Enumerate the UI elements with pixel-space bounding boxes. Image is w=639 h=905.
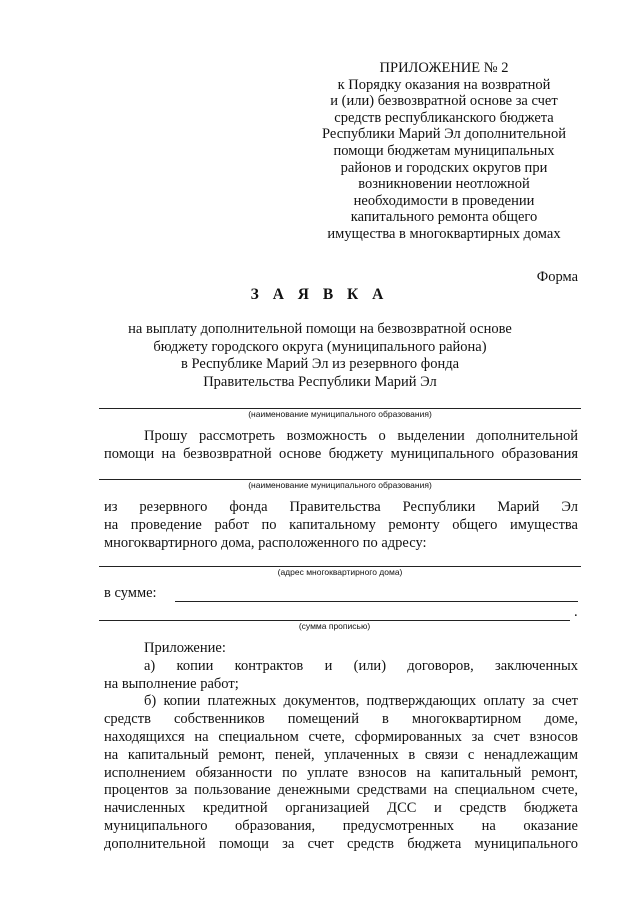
attachment-b-line: находящихся на специальном счете, сформированных за счет взносов xyxy=(104,728,578,745)
attachment-b-line: процентов за пользование денежными средствами на специальном счете, xyxy=(104,782,578,799)
attachment-b-line: дополнительной помощи за счет средств бюджета муниципального xyxy=(104,835,578,852)
sum-words-caption: (сумма прописью) xyxy=(298,621,371,631)
appendix-line: возникновении неотложной xyxy=(358,176,530,193)
document-title: З А Я В К А xyxy=(250,286,389,303)
attachments-heading: Приложение: xyxy=(144,640,226,656)
attachment-b-line: муниципального образования, предусмотренных на оказание xyxy=(104,817,578,834)
appendix-line: помощи бюджетам муниципальных xyxy=(333,142,555,159)
attachments-section xyxy=(104,640,578,854)
subtitle-line: бюджету городского округа (муниципального района) xyxy=(153,338,487,355)
subtitle-line: в Республике Марий Эл из резервного фонда xyxy=(180,356,460,372)
attachment-b-line: средств собственников помещений в многоквартирном доме, xyxy=(104,711,578,728)
fund-line: из резервного фонда Правительства Республики Марий Эл xyxy=(104,499,578,515)
attachment-b-line: начисленных кредитной организацией ДСС и средств бюджета xyxy=(104,800,578,817)
attachment-a-line: а) копии контрактов и (или) договоров, заключенных xyxy=(144,657,578,674)
fund-line: многоквартирного дома, расположенного по адресу: xyxy=(104,534,427,551)
appendix-line: имущества в многоквартирных домах xyxy=(327,225,561,242)
attachment-b-line: исполнением обязанности по уплате взносов на капитальный ремонт, xyxy=(104,764,578,781)
appendix-title: ПРИЛОЖЕНИЕ № 2 xyxy=(379,60,509,76)
address-caption: (адрес многоквартирного дома) xyxy=(277,567,403,577)
request-line: Прошу рассмотреть возможность о выделении дополнительной xyxy=(144,428,578,444)
appendix-line: необходимости в проведении xyxy=(353,192,535,209)
appendix-line: районов и городских округов при xyxy=(340,159,548,176)
attachment-b-line: б) копии платежных документов, подтверждающих оплату за счет xyxy=(144,693,578,710)
sum-label: в сумме: xyxy=(104,585,157,601)
request-paragraph xyxy=(104,428,578,464)
fund-paragraph xyxy=(104,499,578,552)
subtitle-line: на выплату дополнительной помощи на безвозвратной основе xyxy=(128,321,512,337)
appendix-line: и (или) безвозвратной основе за счет xyxy=(330,93,558,110)
appendix-line: к Порядку оказания на возвратной xyxy=(337,76,551,93)
attachment-b-line: на капитальный ремонт, пеней, уплаченных в связи с ненадлежащим xyxy=(104,746,578,763)
municipality-name-caption: (наименование муниципального образования) xyxy=(248,409,432,419)
appendix-line: Республики Марий Эл дополнительной xyxy=(322,126,566,143)
subtitle-line: Правительства Республики Марий Эл xyxy=(203,373,437,390)
fund-line: на проведение работ по капитальному ремонту общего имущества xyxy=(104,516,578,533)
form-label: Форма xyxy=(536,269,578,285)
request-line: помощи на безвозвратной основе бюджету муниципального образования xyxy=(104,445,578,462)
document-subtitle xyxy=(80,321,560,391)
municipality-name-caption-2: (наименование муниципального образования) xyxy=(248,480,432,490)
attachment-a-line: на выполнение работ; xyxy=(104,675,239,692)
sum-field[interactable] xyxy=(175,601,578,602)
sum-period: . xyxy=(574,604,578,620)
appendix-line: средств республиканского бюджета xyxy=(334,109,554,126)
appendix-line: капитального ремонта общего xyxy=(350,209,538,226)
appendix-header xyxy=(300,60,588,243)
